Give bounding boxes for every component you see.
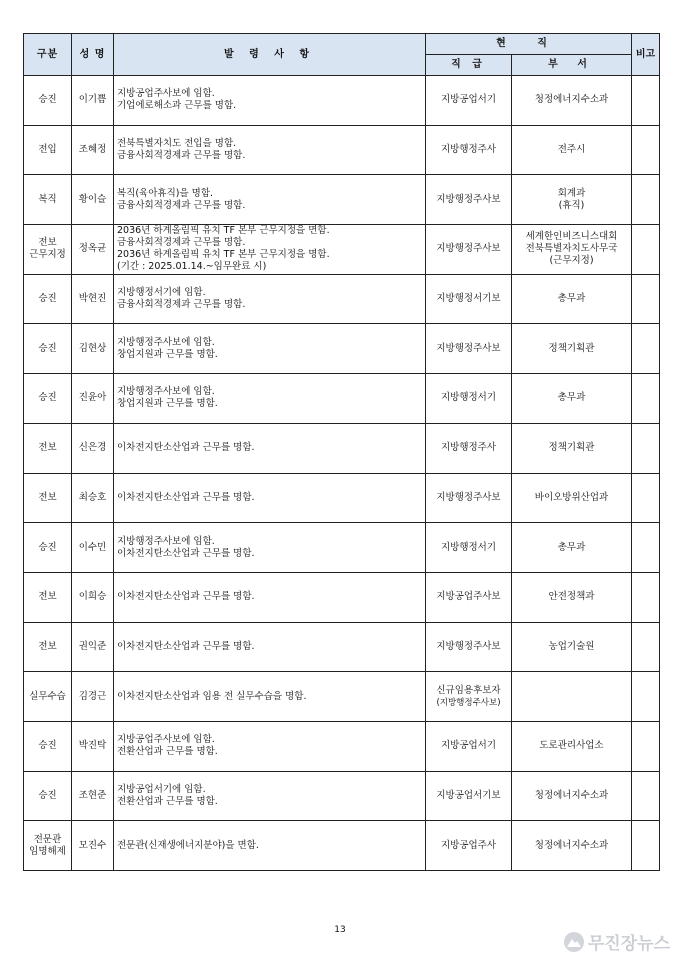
table-row [24, 473, 660, 523]
header-current: 현 직 [426, 34, 632, 55]
cell-name: 최승호 [72, 473, 114, 523]
cell-note [632, 672, 660, 722]
cell-command-line: 지방행정주사보에 임함. [117, 386, 215, 398]
cell-category-line: 실무수습 [29, 690, 66, 702]
header-note: 비고 [632, 34, 660, 76]
cell-dept [512, 175, 632, 225]
cell-rank-line: 지방공업서기 [440, 94, 497, 106]
cell-rank [426, 622, 512, 672]
cell-rank [426, 523, 512, 573]
cell-dept-line: 회계과 [557, 187, 586, 199]
table-row [24, 76, 660, 126]
cell-category-line: 승진 [38, 789, 57, 801]
cell-dept-line: 전주시 [557, 144, 586, 156]
cell-name: 박현진 [72, 274, 114, 324]
cell-dept-line: 농업기술원 [548, 640, 595, 652]
cell-category [24, 821, 72, 871]
cell-note [632, 771, 660, 821]
cell-note [632, 274, 660, 324]
cell-category-line: 전보 [38, 640, 57, 652]
cell-rank-line: 지방행정주사보 [436, 243, 501, 255]
cell-dept-line: 청정에너지수소과 [534, 789, 609, 801]
cell-category [24, 76, 72, 126]
cell-dept-line: 세계한인비즈니스대회 [525, 231, 618, 243]
cell-note [632, 324, 660, 374]
cell-category [24, 125, 72, 175]
cell-rank-line: 지방행정주사보 [436, 342, 501, 354]
table-row [24, 324, 660, 374]
cell-note [632, 821, 660, 871]
cell-rank-line: 지방행정주사보 [436, 193, 501, 205]
cell-rank [426, 374, 512, 424]
cell-rank [426, 225, 512, 275]
header-dept: 부 서 [512, 55, 632, 76]
watermark [564, 929, 670, 954]
cell-command-line: 지방공업서기에 임함. [117, 783, 206, 795]
cell-rank-line: 지방공업주사보 [436, 591, 501, 603]
cell-name: 이기쁨 [72, 76, 114, 126]
cell-category [24, 523, 72, 573]
cell-command-line: 금융사회적경제과 근무를 명함. [117, 150, 246, 162]
cell-rank-line: 지방행정주사 [440, 442, 497, 454]
cell-note [632, 374, 660, 424]
cell-dept [512, 672, 632, 722]
cell-command-line: 지방행정주사보에 임함. [117, 336, 215, 348]
cell-command-line: 지방행정서기에 임함. [117, 287, 206, 299]
cell-category [24, 572, 72, 622]
cell-rank [426, 821, 512, 871]
cell-rank [426, 572, 512, 622]
cell-category-line: 승진 [38, 293, 57, 305]
cell-category [24, 274, 72, 324]
cell-command-line: 전환산업과 근무를 명함. [117, 795, 218, 807]
cell-command [114, 721, 426, 771]
cell-category-line: 승진 [38, 342, 57, 354]
cell-category-line: 전보 [38, 237, 57, 249]
cell-category [24, 324, 72, 374]
cell-dept [512, 821, 632, 871]
appointment-table [23, 33, 660, 871]
cell-command [114, 324, 426, 374]
cell-name: 모진수 [72, 821, 114, 871]
cell-rank [426, 76, 512, 126]
cell-note [632, 175, 660, 225]
cell-category-line: 승진 [38, 392, 57, 404]
cell-dept [512, 125, 632, 175]
cell-dept [512, 771, 632, 821]
header-rank: 직 급 [426, 55, 512, 76]
cell-category [24, 721, 72, 771]
cell-note [632, 125, 660, 175]
cell-name: 박진탁 [72, 721, 114, 771]
cell-dept [512, 473, 632, 523]
cell-command-line: 이차전지탄소산업과 근무를 명함. [117, 640, 255, 652]
cell-command-line: 이차전지탄소산업과 근무를 명함. [117, 591, 255, 603]
cell-rank [426, 721, 512, 771]
cell-command-line: (기간 : 2025.01.14.~임무완료 시) [117, 261, 267, 273]
cell-dept-line: 안전정책과 [548, 591, 595, 603]
cell-note [632, 622, 660, 672]
cell-command-line: 금융사회적경제과 근무를 명함. [117, 299, 246, 311]
cell-command-line: 이차전지탄소산업과 근무를 명함. [117, 547, 255, 559]
cell-category [24, 225, 72, 275]
cell-command-line: 기업에로해소과 근무를 명함. [117, 100, 237, 112]
cell-dept-line: 총무과 [557, 541, 586, 553]
cell-command-line: 이차전지탄소산업과 임용 전 실무수습을 명함. [117, 690, 307, 702]
cell-category-line: 전문관 [33, 833, 62, 845]
cell-category [24, 374, 72, 424]
cell-command [114, 821, 426, 871]
cell-note [632, 76, 660, 126]
cell-category [24, 473, 72, 523]
cell-category [24, 771, 72, 821]
table-row [24, 622, 660, 672]
cell-category [24, 672, 72, 722]
cell-dept [512, 721, 632, 771]
cell-note [632, 572, 660, 622]
header-command: 발 령 사 항 [114, 34, 426, 76]
cell-category [24, 622, 72, 672]
table-row [24, 771, 660, 821]
table-row [24, 721, 660, 771]
cell-name: 신은경 [72, 423, 114, 473]
table-row [24, 523, 660, 573]
watermark-text: 무진장뉴스 [587, 934, 670, 954]
cell-dept [512, 324, 632, 374]
cell-rank [426, 672, 512, 722]
cell-dept [512, 225, 632, 275]
cell-dept-line: 정책기획관 [548, 442, 595, 454]
cell-dept [512, 423, 632, 473]
cell-command [114, 473, 426, 523]
cell-note [632, 721, 660, 771]
header-name: 성 명 [72, 34, 114, 76]
cell-name: 진윤아 [72, 374, 114, 424]
cell-category-line: 승진 [38, 541, 57, 553]
cell-category [24, 175, 72, 225]
cell-note [632, 225, 660, 275]
cell-rank-line: 지방공업서기보 [436, 789, 501, 801]
page-number: 13 [334, 925, 346, 935]
cell-command-line: 복직(육아휴직)을 명함. [117, 187, 214, 199]
mountain-logo-icon [564, 932, 584, 952]
cell-dept [512, 76, 632, 126]
cell-name: 조혜정 [72, 125, 114, 175]
cell-command [114, 175, 426, 225]
cell-name: 권익준 [72, 622, 114, 672]
cell-dept-line: 총무과 [557, 392, 586, 404]
cell-command [114, 622, 426, 672]
cell-command-line: 창업지원과 근무를 명함. [117, 398, 218, 410]
cell-dept [512, 523, 632, 573]
cell-command-line: 이차전지탄소산업과 근무를 명함. [117, 491, 255, 503]
cell-command-line: 지방공업주사보에 임함. [117, 88, 215, 100]
cell-command-line: 전문관(신재생에너지분야)을 면함. [117, 839, 259, 851]
cell-dept-line: (휴직) [558, 199, 585, 211]
cell-command-line: 전북특별자치도 전입을 명함. [117, 138, 237, 150]
cell-rank-line: 지방행정서기보 [436, 293, 501, 305]
cell-category-line: 승진 [38, 94, 57, 106]
cell-command-line: 창업지원과 근무를 명함. [117, 348, 218, 360]
table-row [24, 821, 660, 871]
table-row [24, 572, 660, 622]
cell-command [114, 374, 426, 424]
cell-dept [512, 622, 632, 672]
cell-name: 정옥균 [72, 225, 114, 275]
cell-category-line: 승진 [38, 740, 57, 752]
cell-command-line: 지방행정주사보에 임함. [117, 535, 215, 547]
cell-command [114, 423, 426, 473]
table-row [24, 175, 660, 225]
cell-dept [512, 374, 632, 424]
cell-category-line: 임명해제 [29, 845, 66, 857]
cell-command [114, 225, 426, 275]
cell-dept-line: (근무지정) [549, 255, 594, 267]
cell-name: 이희승 [72, 572, 114, 622]
cell-dept-line: 도로관리사업소 [539, 740, 604, 752]
table-row [24, 423, 660, 473]
cell-dept-line: 바이오방위산업과 [534, 491, 609, 503]
cell-rank-line: (지방행정주사보) [436, 697, 501, 708]
cell-command-line: 이차전지탄소산업과 근무를 명함. [117, 442, 255, 454]
cell-category-line: 전입 [38, 144, 57, 156]
cell-name: 황이슬 [72, 175, 114, 225]
table-row [24, 274, 660, 324]
table-row [24, 672, 660, 722]
cell-dept-line: 정책기획관 [548, 342, 595, 354]
cell-rank-line: 지방행정주사 [440, 144, 497, 156]
cell-command-line: 금융사회적경제과 근무를 명함. [117, 237, 246, 249]
cell-command [114, 771, 426, 821]
cell-command-line: 2036년 하계올림픽 유치 TF 본부 근무지정을 명함. [117, 249, 330, 261]
cell-command-line: 지방공업주사보에 임함. [117, 734, 215, 746]
header-category: 구분 [24, 34, 72, 76]
cell-name: 김현상 [72, 324, 114, 374]
cell-rank-line: 지방행정주사보 [436, 491, 501, 503]
cell-note [632, 473, 660, 523]
table-row [24, 125, 660, 175]
cell-dept-line: 청정에너지수소과 [534, 94, 609, 106]
cell-name: 조현준 [72, 771, 114, 821]
cell-category [24, 423, 72, 473]
cell-name: 김경근 [72, 672, 114, 722]
table-body [24, 76, 660, 871]
cell-rank [426, 473, 512, 523]
cell-category-line: 전보 [38, 591, 57, 603]
cell-rank-line: 신규임용후보자 [436, 684, 501, 696]
cell-rank [426, 175, 512, 225]
cell-category-line: 근무지정 [29, 249, 66, 261]
cell-rank-line: 지방행정주사보 [436, 640, 501, 652]
cell-note [632, 523, 660, 573]
cell-command [114, 76, 426, 126]
cell-rank-line: 지방공업주사 [440, 839, 497, 851]
cell-command [114, 274, 426, 324]
cell-dept-line: 총무과 [557, 293, 586, 305]
cell-category-line: 복직 [38, 193, 57, 205]
cell-rank-line: 지방행정서기 [440, 392, 497, 404]
cell-rank [426, 125, 512, 175]
cell-rank [426, 324, 512, 374]
cell-command-line: 2036년 하계올림픽 유치 TF 본부 근무지정을 면함. [117, 225, 330, 237]
cell-command [114, 672, 426, 722]
cell-name: 이수민 [72, 523, 114, 573]
cell-command [114, 125, 426, 175]
cell-dept-line: 전북특별자치도사무국 [525, 243, 618, 255]
cell-command [114, 523, 426, 573]
cell-dept [512, 572, 632, 622]
table-row [24, 225, 660, 275]
cell-note [632, 423, 660, 473]
table-row [24, 374, 660, 424]
cell-rank-line: 지방공업서기 [440, 740, 497, 752]
cell-category-line: 전보 [38, 442, 57, 454]
cell-rank [426, 274, 512, 324]
cell-rank [426, 423, 512, 473]
cell-command [114, 572, 426, 622]
cell-command-line: 금융사회적경제과 근무를 명함. [117, 199, 246, 211]
cell-dept-line: 청정에너지수소과 [534, 839, 609, 851]
cell-dept [512, 274, 632, 324]
cell-rank-line: 지방행정서기 [440, 541, 497, 553]
cell-command-line: 전환산업과 근무를 명함. [117, 746, 218, 758]
cell-rank [426, 771, 512, 821]
cell-category-line: 전보 [38, 491, 57, 503]
